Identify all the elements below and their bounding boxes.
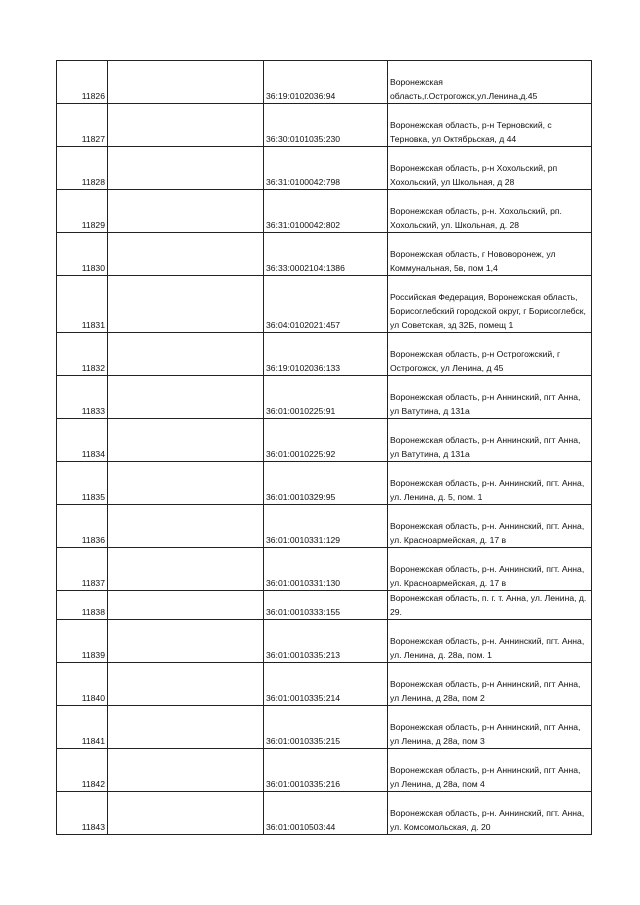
empty-cell [108,663,264,706]
address-text: Воронежская область,г.Острогожск,ул.Ленина,д.45 [390,77,538,101]
cadastral-number-cell: 36:19:0102036:133 [264,333,388,376]
empty-cell [108,190,264,233]
empty-cell [108,419,264,462]
empty-cell [108,792,264,835]
address-text: Воронежская область, г Нововоронеж, ул Коммунальная, 5в, пом 1,4 [390,249,556,273]
cadastral-number-cell: 36:19:0102036:94 [264,61,388,104]
cadastral-number-cell: 36:01:0010331:130 [264,548,388,591]
empty-cell [108,591,264,620]
row-number-cell: 11826 [57,61,108,104]
address-cell [388,61,592,104]
row-number-cell: 11840 [57,663,108,706]
table-row [57,548,592,591]
row-number-cell: 11829 [57,190,108,233]
empty-cell [108,333,264,376]
row-number-cell: 11838 [57,591,108,620]
table-row [57,706,592,749]
table-row [57,376,592,419]
row-number-cell: 11837 [57,548,108,591]
address-cell [388,591,592,620]
row-number-cell: 11839 [57,620,108,663]
table-row [57,147,592,190]
table-row [57,591,592,620]
row-number-cell: 11827 [57,104,108,147]
row-number-cell: 11831 [57,276,108,333]
address-text: Воронежская область, р-н Аннинский, пгт Анна, ул Ватутина, д 131а [390,435,581,459]
row-number-cell: 11828 [57,147,108,190]
cadastral-number-cell: 36:31:0100042:798 [264,147,388,190]
empty-cell [108,462,264,505]
address-text: Воронежская область, р-н Хохольский, рп Хохольский, ул Школьная, д 28 [390,163,558,187]
row-number-cell: 11836 [57,505,108,548]
cadastral-number-cell: 36:04:0102021:457 [264,276,388,333]
address-text: Воронежская область, р-н Аннинский, пгт Анна, ул Ленина, д 28а, пом 2 [390,679,581,703]
cadastral-number-cell: 36:01:0010335:213 [264,620,388,663]
empty-cell [108,548,264,591]
address-cell [388,749,592,792]
row-number-cell: 11833 [57,376,108,419]
address-text: Воронежская область, р-н Терновский, с Терновка, ул Октябрьская, д 44 [390,120,552,144]
row-number-cell: 11843 [57,792,108,835]
cadastral-number-cell: 36:30:0101035:230 [264,104,388,147]
address-cell [388,548,592,591]
table-row [57,462,592,505]
table-row [57,620,592,663]
row-number-cell: 11841 [57,706,108,749]
address-text: Воронежская область, р-н Аннинский, пгт Анна, ул Ватутина, д 131а [390,392,581,416]
address-cell [388,147,592,190]
address-cell [388,792,592,835]
cadastral-number-cell: 36:01:0010333:155 [264,591,388,620]
cadastral-number-cell: 36:01:0010335:215 [264,706,388,749]
empty-cell [108,706,264,749]
empty-cell [108,620,264,663]
cadastral-number-cell: 36:01:0010335:216 [264,749,388,792]
address-text: Воронежская область, р-н. Аннинский, пгт. Анна, ул. Ленина, д. 5, пом. 1 [390,478,585,502]
empty-cell [108,104,264,147]
address-cell [388,276,592,333]
address-cell [388,190,592,233]
table-row [57,61,592,104]
empty-cell [108,749,264,792]
table-row [57,792,592,835]
cadastral-number-cell: 36:33:0002104:1386 [264,233,388,276]
address-text: Воронежская область, р-н Аннинский, пгт Анна, ул Ленина, д 28а, пом 4 [390,765,581,789]
address-text: Воронежская область, р-н. Аннинский, пгт. Анна, ул. Красноармейская, д. 17 в [390,521,585,545]
row-number-cell: 11835 [57,462,108,505]
address-text: Воронежская область, р-н. Аннинский, пгт. Анна, ул. Красноармейская, д. 17 в [390,564,585,588]
row-number-cell: 11834 [57,419,108,462]
cadastral-number-cell: 36:01:0010331:129 [264,505,388,548]
address-text: Воронежская область, р-н. Хохольский, рп. Хохольский, ул. Школьная, д. 28 [390,206,562,230]
address-cell [388,376,592,419]
address-cell [388,233,592,276]
address-cell [388,462,592,505]
address-text: Воронежская область, р-н. Аннинский, пгт. Анна, ул. Ленина, д. 28а, пом. 1 [390,636,585,660]
address-cell [388,620,592,663]
empty-cell [108,233,264,276]
empty-cell [108,505,264,548]
cadastral-number-cell: 36:31:0100042:802 [264,190,388,233]
empty-cell [108,276,264,333]
address-text: Воронежская область, п. г. т. Анна, ул. Ленина, д. 29. [390,593,587,617]
address-cell [388,419,592,462]
cadastral-number-cell: 36:01:0010225:91 [264,376,388,419]
table-row [57,663,592,706]
empty-cell [108,147,264,190]
table-row [57,276,592,333]
cadastral-number-cell: 36:01:0010503:44 [264,792,388,835]
row-number-cell: 11832 [57,333,108,376]
cadastral-number-cell: 36:01:0010225:92 [264,419,388,462]
address-cell [388,505,592,548]
address-cell [388,663,592,706]
empty-cell [108,61,264,104]
table-row [57,749,592,792]
cadastral-number-cell: 36:01:0010329:95 [264,462,388,505]
table-row [57,333,592,376]
empty-cell [108,376,264,419]
address-cell [388,706,592,749]
table-row [57,419,592,462]
table-row [57,233,592,276]
address-text: Воронежская область, р-н Аннинский, пгт Анна, ул Ленина, д 28а, пом 3 [390,722,581,746]
table-row [57,190,592,233]
address-text: Воронежская область, р-н. Аннинский, пгт. Анна, ул. Комсомольская, д. 20 [390,808,585,832]
property-registry-table [56,60,592,835]
table-row [57,505,592,548]
address-cell [388,333,592,376]
registry-body [57,61,592,835]
address-text: Воронежская область, р-н Острогожский, г Острогожск, ул Ленина, д 45 [390,349,561,373]
row-number-cell: 11842 [57,749,108,792]
address-cell [388,104,592,147]
row-number-cell: 11830 [57,233,108,276]
table-row [57,104,592,147]
address-text: Российская Федерация, Воронежская область, Борисоглебский городской округ, г Борисоглебск, ул Советская, зд 32Б, помещ 1 [390,292,586,330]
cadastral-number-cell: 36:01:0010335:214 [264,663,388,706]
